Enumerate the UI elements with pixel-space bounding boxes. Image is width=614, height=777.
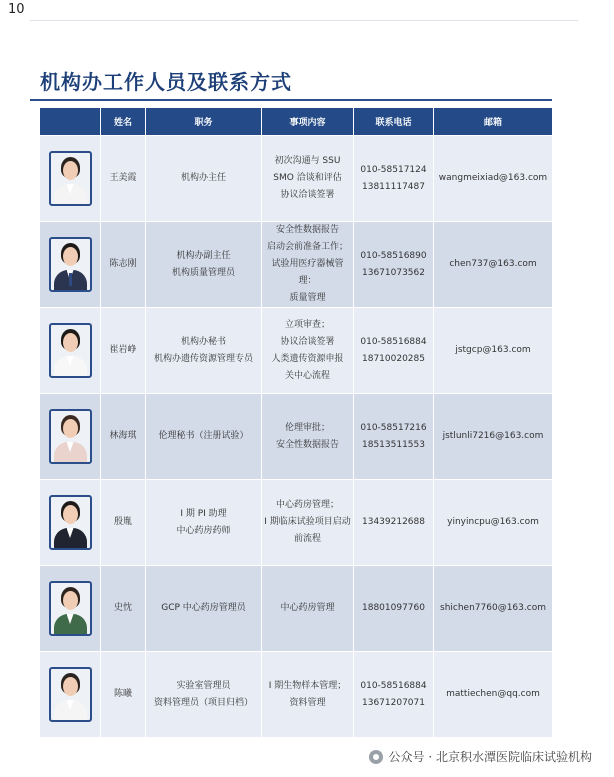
header-email: 邮箱 <box>434 108 552 135</box>
email-address: mattiechen@qq.com <box>446 689 540 699</box>
wechat-watermark <box>369 748 592 765</box>
staff-name: 林海琪 <box>109 431 137 441</box>
photo-cell <box>40 307 101 393</box>
table-header-row <box>40 108 552 135</box>
matters-cell <box>262 135 354 221</box>
name-cell <box>101 135 146 221</box>
page-title: 机构办工作人员及联系方式 <box>40 70 292 94</box>
position-cell <box>146 221 262 307</box>
phone-number: 010-58517216 <box>360 422 427 433</box>
table-row <box>40 393 552 479</box>
position-line: 机构办副主任 <box>176 250 231 261</box>
photo-cell <box>40 221 101 307</box>
header-name: 姓名 <box>101 108 146 135</box>
email-address: jstgcp@163.com <box>455 345 531 355</box>
phone-number: 13439212688 <box>362 517 425 527</box>
avatar <box>49 581 92 636</box>
phone-number: 010-58517124 <box>360 164 427 175</box>
email-cell <box>434 307 552 393</box>
phone-number: 13811117487 <box>362 181 425 192</box>
phone-number: 010-58516884 <box>360 336 427 347</box>
staff-name: 陈志刚 <box>109 259 137 269</box>
email-address: yinyincpu@163.com <box>447 517 539 527</box>
position-line: I 期 PI 助理 <box>180 508 227 519</box>
table-row <box>40 651 552 737</box>
phone-number: 13671207071 <box>362 697 425 708</box>
position-cell <box>146 393 262 479</box>
email-cell <box>434 479 552 565</box>
matters-line: 立项审查； <box>284 319 330 330</box>
position-line: 机构办秘书 <box>180 336 226 347</box>
name-cell <box>101 393 146 479</box>
avatar <box>49 409 92 464</box>
email-cell <box>434 651 552 737</box>
staff-contact-table <box>40 108 552 737</box>
email-address: jstlunli7216@163.com <box>442 431 544 441</box>
matters-line: 初次沟通与 SSU <box>274 156 341 166</box>
matters-line: 安全性数据报告 <box>275 225 339 235</box>
photo-cell <box>40 479 101 565</box>
email-cell <box>434 221 552 307</box>
position-line: 机构办主任 <box>180 173 226 183</box>
matters-line: I 期临床试验项目启动 <box>264 517 351 527</box>
phone-cell <box>354 565 434 651</box>
position-cell <box>146 307 262 393</box>
matters-cell <box>262 307 354 393</box>
matters-line: 试验用医疗器械管理： <box>271 259 344 286</box>
matters-line: 中心药房管理 <box>280 603 335 613</box>
table-row <box>40 221 552 307</box>
phone-number: 18513511553 <box>362 439 425 450</box>
phone-cell <box>354 651 434 737</box>
table-row <box>40 307 552 393</box>
matters-cell <box>262 479 354 565</box>
staff-name: 崔岩峥 <box>109 345 137 355</box>
header-matters: 事项内容 <box>262 108 354 135</box>
staff-name: 陈曦 <box>113 689 132 699</box>
matters-line: SMO 洽谈和评估 <box>273 173 342 183</box>
position-line: 机构办遗传资源管理专员 <box>153 353 253 364</box>
email-cell <box>434 135 552 221</box>
avatar <box>49 495 92 550</box>
position-line: 实验室管理员 <box>176 680 231 691</box>
phone-cell <box>354 479 434 565</box>
phone-number: 13671073562 <box>362 267 425 278</box>
phone-number: 18801097760 <box>362 603 425 613</box>
matters-line: 人类遗传资源申报 <box>271 353 344 364</box>
matters-line: I 期生物样本管理； <box>268 680 347 691</box>
matters-line: 协议洽谈签署 <box>280 190 335 200</box>
watermark-text: 公众号 · 北京积水潭医院临床试验机构 <box>388 750 592 764</box>
name-cell <box>101 479 146 565</box>
position-cell <box>146 479 262 565</box>
email-cell <box>434 565 552 651</box>
matters-line: 前流程 <box>293 534 321 544</box>
table-row <box>40 565 552 651</box>
matters-cell <box>262 651 354 737</box>
matters-cell <box>262 393 354 479</box>
position-cell <box>146 651 262 737</box>
staff-name: 王美霞 <box>109 173 137 183</box>
staff-name: 殷胤 <box>113 517 132 527</box>
matters-line: 关中心流程 <box>284 370 330 381</box>
position-line: 机构质量管理员 <box>171 267 235 278</box>
header-position: 职务 <box>146 108 262 135</box>
name-cell <box>101 307 146 393</box>
photo-cell <box>40 651 101 737</box>
email-address: chen737@163.com <box>449 259 537 269</box>
avatar <box>49 323 92 378</box>
phone-number: 18710020285 <box>362 353 425 364</box>
top-divider <box>30 20 578 21</box>
name-cell <box>101 651 146 737</box>
position-cell <box>146 135 262 221</box>
table-row <box>40 135 552 221</box>
table-row <box>40 479 552 565</box>
name-cell <box>101 221 146 307</box>
position-line: 伦理秘书（注册试验） <box>158 431 249 441</box>
position-cell <box>146 565 262 651</box>
matters-line: 安全性数据报告 <box>275 439 339 450</box>
email-cell <box>434 393 552 479</box>
position-line: GCP 中心药房管理员 <box>161 603 246 613</box>
matters-line: 质量管理 <box>289 293 326 303</box>
photo-cell <box>40 565 101 651</box>
matters-cell <box>262 565 354 651</box>
position-line: 资料管理员（项目归档） <box>153 697 253 708</box>
photo-cell <box>40 393 101 479</box>
staff-name: 史忱 <box>113 603 132 613</box>
name-cell <box>101 565 146 651</box>
position-line: 中心药房药师 <box>176 525 231 536</box>
phone-number: 010-58516884 <box>360 680 427 691</box>
phone-cell <box>354 135 434 221</box>
header-phone: 联系电话 <box>354 108 434 135</box>
title-underline <box>30 99 552 101</box>
phone-cell <box>354 221 434 307</box>
email-address: shichen7760@163.com <box>440 603 546 613</box>
matters-line: 协议洽谈签署 <box>280 336 335 347</box>
matters-line: 中心药房管理； <box>275 500 339 510</box>
matters-line: 启动会前准备工作； <box>266 242 348 252</box>
matters-cell <box>262 221 354 307</box>
header-photo <box>40 108 101 135</box>
avatar <box>49 237 92 292</box>
phone-number: 010-58516890 <box>360 250 427 261</box>
avatar <box>49 667 92 722</box>
avatar <box>49 151 92 206</box>
page-number: 10 <box>8 2 25 17</box>
email-address: wangmeixiad@163.com <box>438 173 548 183</box>
matters-line: 资料管理 <box>289 697 326 708</box>
matters-line: 伦理审批； <box>284 422 330 433</box>
wechat-official-account-icon <box>369 750 383 764</box>
phone-cell <box>354 307 434 393</box>
phone-cell <box>354 393 434 479</box>
photo-cell <box>40 135 101 221</box>
